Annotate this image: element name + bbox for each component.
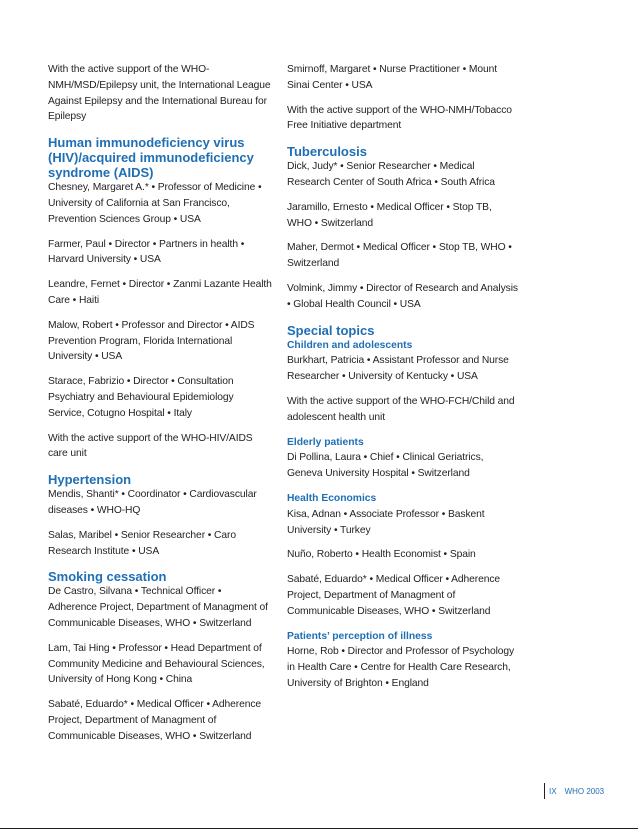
contributor-entry: Mendis, Shanti* • Coordinator • Cardiovascular diseases • WHO-HQ <box>48 489 257 516</box>
contributor-entry: Malow, Robert • Professor and Director • AIDS Prevention Program, Florida International University • USA <box>48 319 255 363</box>
contributor-entry: Smirnoff, Margaret • Nurse Practitioner • Mount Sinai Center • USA <box>287 64 498 91</box>
right-column <box>287 62 519 701</box>
left-column <box>48 62 272 754</box>
contributor-entry: Kisa, Adnan • Associate Professor • Baskent University • Turkey <box>287 508 485 536</box>
section-heading-hiv: Human immunodeficiency virus (HIV)/acquired immunodeficiency syndrome (AIDS) <box>48 135 254 181</box>
page-number: IX <box>549 786 557 796</box>
intro-support-text: With the active support of the WHO-NMH/MSD/Epilepsy unit, the International League Against Epilepsy and the International Bureau for Epilepsy <box>48 64 271 123</box>
support-note: With the active support of the WHO-NMH/Tobacco Free Initiative department <box>287 104 512 132</box>
subheading-health-economics: Health Economics <box>287 492 377 504</box>
subheading-elderly: Elderly patients <box>287 436 364 448</box>
subheading-patient-perception: Patients’ perception of illness <box>287 630 433 642</box>
contributor-entry: Dick, Judy* • Senior Researcher • Medical Research Center of South Africa • South Africa <box>287 161 495 188</box>
publisher-label: WHO 2003 <box>564 786 605 796</box>
contributor-entry: Sabaté, Eduardo* • Medical Officer • Adherence Project, Department of Managment of Communicable Diseases, WHO • Switzerland <box>48 699 262 742</box>
contributor-entry: Jaramillo, Ernesto • Medical Officer • Stop TB, WHO • Switzerland <box>287 201 492 229</box>
contributor-entry: Lam, Tai Hing • Professor • Head Department of Community Medicine and Behavioural Sciences, University of Hong Kong • China <box>48 642 265 686</box>
section-heading-hypertension: Hypertension <box>48 472 132 488</box>
contributor-entry: Di Pollina, Laura • Chief • Clinical Geriatrics, Geneva University Hospital • Switzerland <box>287 452 484 480</box>
page-footer <box>544 783 604 799</box>
contributor-entry: Nuño, Roberto • Health Economist • Spain <box>287 549 476 561</box>
contributor-entry: Volmink, Jimmy • Director of Research and Analysis • Global Health Council • USA <box>287 282 518 310</box>
contributor-entry: Salas, Maribel • Senior Researcher • Caro Research Institute • USA <box>48 529 236 557</box>
contributor-entry: Leandre, Fernet • Director • Zanmi Lazante Health Care • Haiti <box>48 279 272 306</box>
section-heading-special-topics: Special topics <box>287 322 375 338</box>
support-note: With the active support of the WHO-HIV/AIDS care unit <box>48 432 253 460</box>
contributor-entry: Sabaté, Eduardo* • Medical Officer • Adherence Project, Department of Managment of Communicable Diseases, WHO • Switzerland <box>287 574 501 617</box>
bottom-rule <box>0 828 638 829</box>
contributor-entry: Burkhart, Patricia • Assistant Professor and Nurse Researcher • University of Kentucky • USA <box>287 355 509 383</box>
section-heading-smoking: Smoking cessation <box>48 569 167 585</box>
subheading-children: Children and adolescents <box>287 339 413 351</box>
footer-divider <box>544 783 545 799</box>
contributor-entry: De Castro, Silvana • Technical Officer • Adherence Project, Department of Managment of Communicable Diseases, WHO • Switzerland <box>48 586 268 629</box>
contributor-entry: Horne, Rob • Director and Professor of Psychology in Health Care • Centre for Health Care Research, University of Brighton • England <box>287 646 515 689</box>
section-heading-tuberculosis: Tuberculosis <box>287 144 367 160</box>
contributor-entry: Starace, Fabrizio • Director • Consultation Psychiatry and Behavioural Epidemiology Service, Cotugno Hospital • Italy <box>48 376 234 419</box>
contributor-entry: Farmer, Paul • Director • Partners in health • Harvard University • USA <box>48 238 245 266</box>
support-note: With the active support of the WHO-FCH/Child and adolescent health unit <box>287 395 515 423</box>
contributor-entry: Maher, Dermot • Medical Officer • Stop TB, WHO • Switzerland <box>287 242 512 270</box>
contributor-entry: Chesney, Margaret A.* • Professor of Medicine • University of California at San Francisco, Prevention Sciences Group • USA <box>48 182 262 225</box>
